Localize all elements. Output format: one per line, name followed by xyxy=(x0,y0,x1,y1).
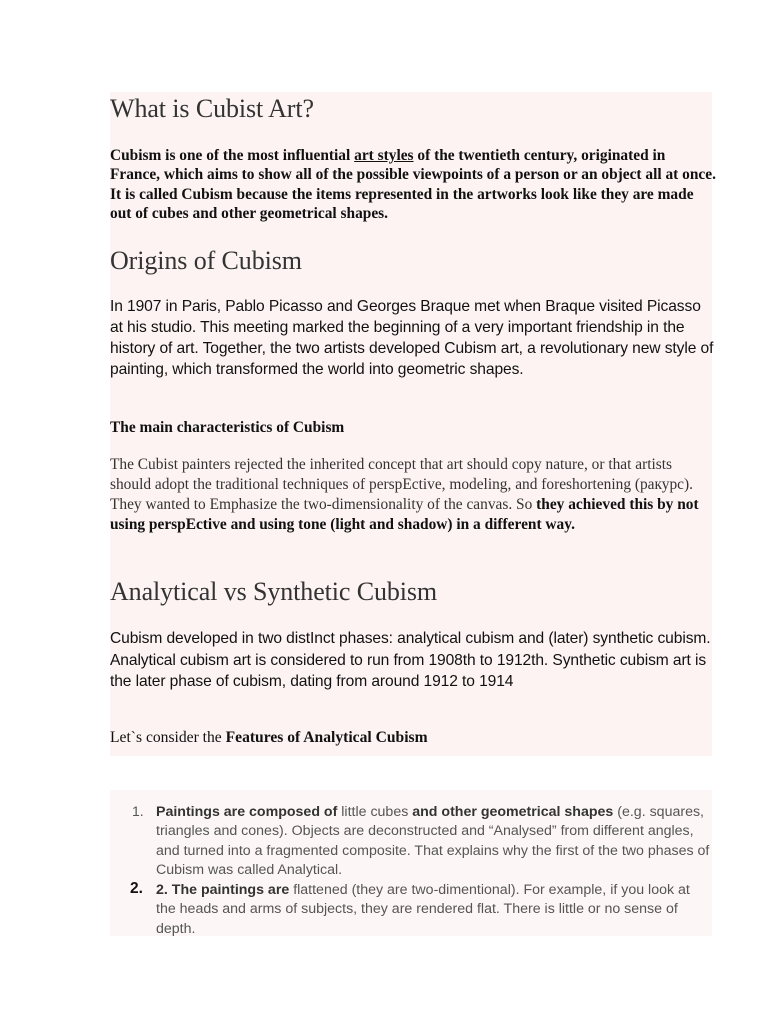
analytical-heading: Analytical vs Synthetic Cubism xyxy=(110,577,438,606)
list-number-1: 1. xyxy=(132,803,144,819)
list-item-1-text-b: (e.g. squares, triangles and cones). Objects are deconstructed and “Analysed” from different angles, and turned into a fragmented composite. That explains why the first of the two phases of Cubism was called Analytical. xyxy=(156,804,710,879)
characteristics-paragraph xyxy=(110,455,716,535)
intro-paragraph xyxy=(110,146,716,224)
list-item-2-bold-a: 2. The paintings are xyxy=(156,882,290,898)
intro-text-end: of the twentieth century, originated in France, which aims to show all of the possible viewpoints of a person or an object all at once. It is called Cubism because the items represented in the artworks look like they are made out of cubes and other geometrical shapes. xyxy=(110,147,716,223)
list-item-1-bold-a: Paintings are composed of xyxy=(156,804,338,820)
characteristics-heading: The main characteristics of Cubism xyxy=(110,419,345,436)
art-styles-link[interactable]: art styles xyxy=(354,147,414,164)
page-title: What is Cubist Art? xyxy=(110,94,314,123)
origins-paragraph: In 1907 in Paris, Pablo Picasso and Georges Braque met when Braque visited Picasso at his studio. This meeting marked the beginning of a very important friendship in the history of art. Together, the two artists developed Cubism art, a revolutionary new style of painting, which transformed the world into geometric shapes. xyxy=(110,298,714,378)
analytical-paragraph: Cubism developed in two distInct phases: analytical cubism and (later) synthetic cubism. Analytical cubism art is considered to run from 1908th to 1912th. Synthetic cubism art is the later phase of cubism, dating from around 1912 to 1914 xyxy=(110,630,711,690)
list-number-2: 2. xyxy=(130,880,143,897)
list-item-1-text-a: little cubes xyxy=(337,804,413,820)
list-item-1-bold-b: and other geometrical shapes xyxy=(412,804,614,820)
list-item-2-text-a: flattened (they are two-dimentional). For example, if you look at the heads and arms of subjects, they are rendered flat. There is little or no sense of depth. xyxy=(156,882,690,937)
features-bold: Features of Analytical Cubism xyxy=(225,729,428,746)
characteristics-text-b: they achieved this by not using perspEctive and using tone (light and shadow) in a different way. xyxy=(110,496,699,533)
list-item xyxy=(156,803,710,881)
features-intro xyxy=(110,729,428,747)
list-item xyxy=(156,881,710,939)
origins-heading: Origins of Cubism xyxy=(110,246,302,275)
intro-text-start: Cubism is one of the most influential xyxy=(110,147,355,164)
features-lead: Let`s consider the xyxy=(110,729,226,746)
characteristics-text-a: The Cubist painters rejected the inherited concept that art should copy nature, or that artists should adopt the traditional techniques of perspEctive, modeling, and foreshortening (ракурс). They wanted to Emphasize the two-dimensionality of the canvas. So xyxy=(110,456,693,513)
